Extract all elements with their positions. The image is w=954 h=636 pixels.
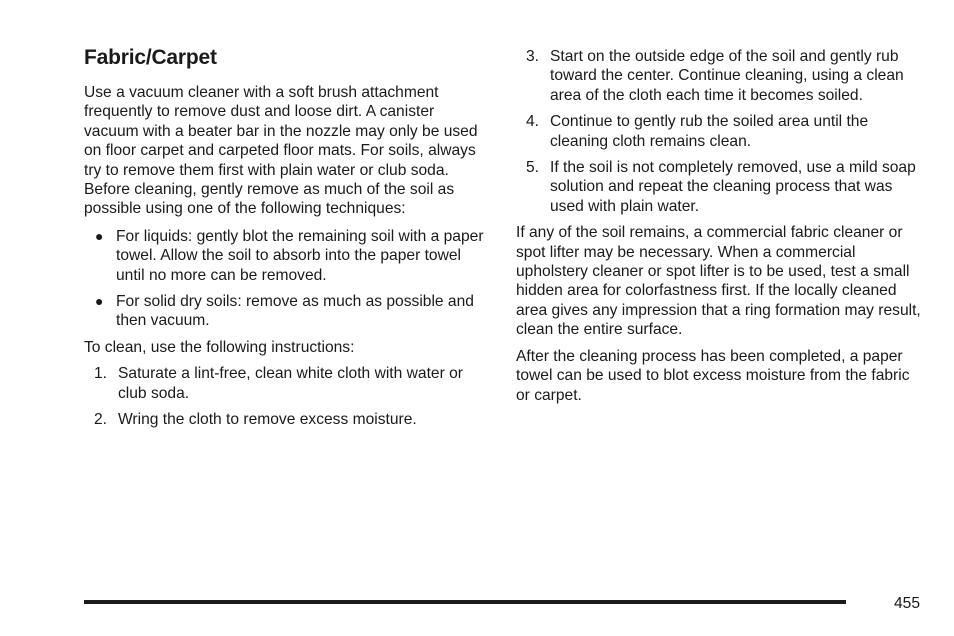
step-text: Wring the cloth to remove excess moisture. — [118, 411, 417, 429]
technique-text: For solid dry soils: remove as much as possible and then vacuum. — [116, 293, 474, 330]
page-number: 455 — [893, 595, 920, 612]
after-cleaning-paragraph: After the cleaning process has been completed, a paper towel can be used to blot excess moisture from the fabric or carpet. — [516, 347, 910, 404]
bullet-icon: ● — [95, 293, 104, 310]
bullet-icon: ● — [95, 227, 104, 244]
instructions-intro: To clean, use the following instructions: — [84, 338, 355, 356]
technique-text: For liquids: gently blot the remaining soil with a paper towel. Allow the soil to absorb into the paper towel until no more can be removed. — [116, 227, 484, 284]
step-text: Continue to gently rub the soiled area until the cleaning cloth remains clean. — [550, 113, 869, 150]
step-item — [526, 47, 922, 105]
step-number: 4. — [526, 113, 540, 131]
techniques-list — [92, 227, 490, 331]
step-item — [94, 410, 490, 429]
steps-list-right — [526, 47, 922, 216]
intro-paragraph: Use a vacuum cleaner with a soft brush attachment frequently to remove dust and loose dirt. A canister vacuum with a beater bar in the nozzle may only be used on floor carpet and carpeted floor mats. For soils, always try to remove them first with plain water or club soda. Before cleaning, gently remove as much of the soil as possible using one of the following techniques: — [84, 84, 478, 218]
list-item — [92, 292, 490, 331]
step-item — [94, 364, 490, 403]
step-number: 3. — [526, 48, 540, 65]
list-item — [92, 227, 490, 285]
commercial-cleaner-paragraph: If any of the soil remains, a commercial fabric cleaner or spot lifter may be necessary. When a commercial upholstery cleaner or spot lifter is to be used, test a small hidden area for colorfastness first. If the locally cleaned area gives any impression that a ring formation may result, clean the entire surface. — [516, 224, 921, 339]
step-item — [526, 158, 922, 216]
section-title: Fabric/Carpet — [84, 46, 217, 69]
footer-rule — [84, 600, 846, 604]
step-text: If the soil is not completely removed, use a mild soap solution and repeat the cleaning process that was used with plain water. — [550, 159, 916, 215]
right-column — [516, 44, 922, 405]
step-text: Saturate a lint-free, clean white cloth with water or club soda. — [118, 365, 463, 402]
steps-list-left — [94, 364, 490, 429]
step-text: Start on the outside edge of the soil and gently rub toward the center. Continue cleaning, using a clean area of the cloth each time it becomes soiled. — [550, 48, 904, 104]
step-number: 2. — [94, 411, 108, 429]
step-item — [526, 112, 922, 151]
step-number: 5. — [526, 159, 540, 177]
left-column — [84, 44, 490, 437]
step-number: 1. — [94, 365, 108, 383]
